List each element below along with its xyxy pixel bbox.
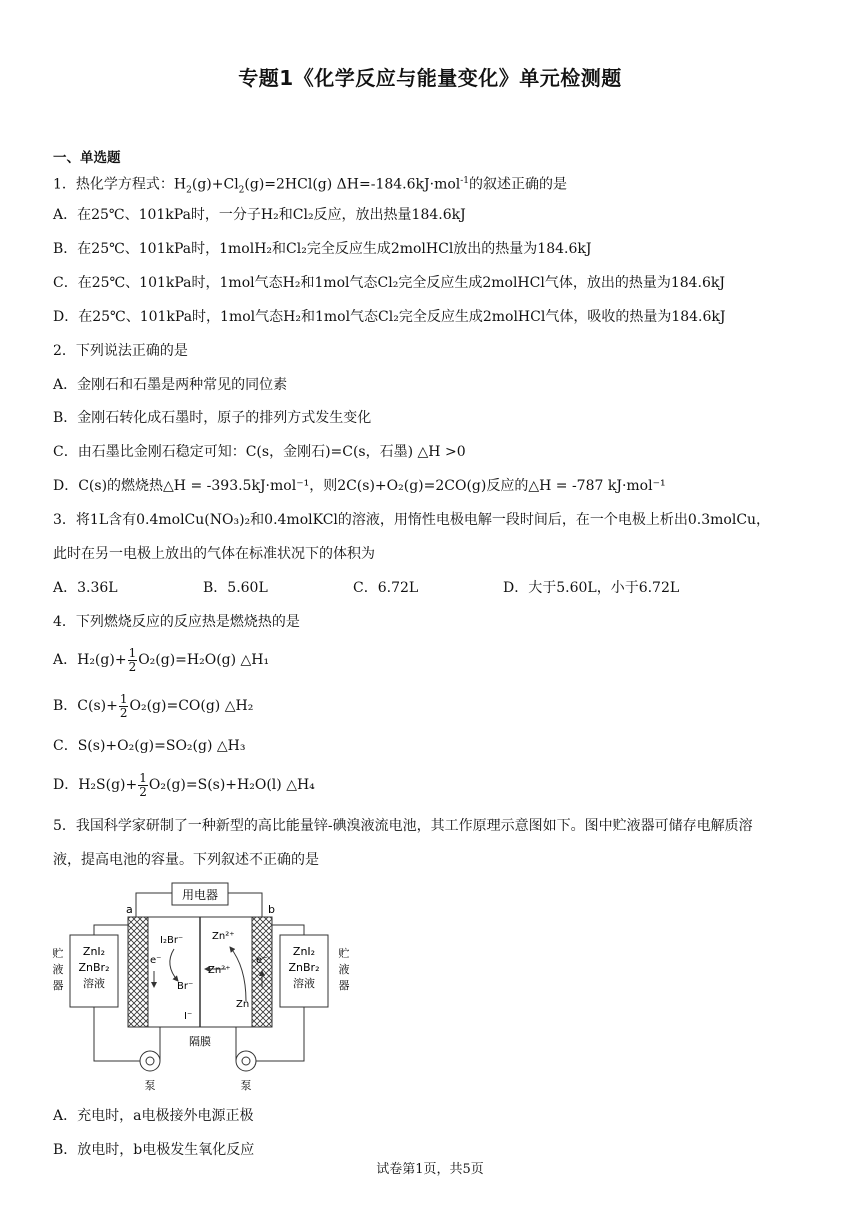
species-i: I⁻ [184, 1011, 193, 1022]
question-1-stem: 1．热化学方程式：$H_2(g)+Cl_2(g)=2HCl(g)$ ΔH=-184.6kJ·mol$^{-1}$的叙述正确的是 [53, 176, 568, 196]
q1-option-b[interactable]: B．在25℃、101kPa时，1molH₂和Cl₂完全反应生成2molHCl放出的热量为184.6kJ [53, 241, 592, 257]
left-tank-line3: 溶液 [83, 977, 105, 990]
left-storage-label-2: 液 [52, 963, 64, 976]
fraction-half: $\frac{1}{2}$ [139, 770, 147, 799]
right-storage-label-1: 贮 [338, 947, 350, 960]
right-storage-label-3: 器 [338, 979, 350, 992]
page-footer: 试卷第1页，共5页 [376, 1162, 484, 1177]
species-zn: Zn [236, 999, 250, 1010]
question-5-stem-line2: 液，提高电池的容量。下列叙述不正确的是 [53, 852, 319, 868]
right-tank-line1: ZnI₂ [292, 945, 316, 958]
right-storage-label-2: 液 [338, 963, 350, 976]
fraction-half: $\frac{1}{2}$ [128, 645, 137, 674]
q5-option-b[interactable]: B．放电时，b电极发生氧化反应 [53, 1142, 255, 1158]
q2-option-b[interactable]: B．金刚石转化成石墨时，原子的排列方式发生变化 [53, 410, 372, 426]
right-tank-line2: ZnBr₂ [288, 961, 320, 974]
q3-options [53, 579, 813, 597]
right-tank-line3: 溶液 [293, 977, 315, 990]
section-heading: 一、单选题 [53, 150, 121, 166]
q1-option-d[interactable]: D．在25℃、101kPa时，1mol气态H₂和1mol气态Cl₂完全反应生成2molHCl气体，吸收的热量为184.6kJ [53, 309, 726, 325]
question-5-stem-line1: 5．我国科学家研制了一种新型的高比能量锌-碘溴液流电池，其工作原理示意图如下。图中贮液器可储存电解质溶 [53, 818, 753, 834]
species-br: Br⁻ [177, 981, 194, 992]
q4-option-b[interactable]: B．C(s)+ $\frac{1}{2}$ O₂(g)=CO(g) △H₂ [53, 691, 254, 720]
left-tank-line1: ZnI₂ [82, 945, 106, 958]
left-storage-label-1: 贮 [52, 947, 64, 960]
left-tank-line2: ZnBr₂ [78, 961, 110, 974]
flow-battery-diagram [50, 877, 360, 1097]
page-title: 专题1《化学反应与能量变化》单元检测题 [238, 66, 622, 90]
q5-option-a[interactable]: A．充电时，a电极接外电源正极 [53, 1108, 254, 1124]
membrane-label: 隔膜 [189, 1035, 211, 1048]
question-4-stem: 4．下列燃烧反应的反应热是燃烧热的是 [53, 614, 300, 630]
q1-option-a[interactable]: A．在25℃、101kPa时，一分子H₂和Cl₂反应，放出热量184.6kJ [53, 207, 466, 223]
electron-left: e⁻ [150, 955, 162, 966]
q3-option-b[interactable]: B．5.60L [203, 580, 268, 596]
q3-option-c[interactable]: C．6.72L [353, 580, 419, 596]
electrode-b-label: b [268, 903, 275, 916]
pump-right-label: 泵 [240, 1079, 252, 1092]
question-3-stem-line1: 3．将1L含有0.4molCu(NO₃)₂和0.4molKCl的溶液，用惰性电极电解一段时间后，在一个电极上析出0.3molCu， [53, 512, 771, 528]
q2-option-a[interactable]: A．金刚石和石墨是两种常见的同位素 [53, 377, 288, 393]
q4-option-d[interactable]: D．H₂S(g)+ $\frac{1}{2}$ O₂(g)=S(s)+H₂O(l) △H₄ [53, 770, 315, 799]
q4-option-a[interactable]: A．H₂(g)+ $\frac{1}{2}$ O₂(g)=H₂O(g) △H₁ [53, 645, 270, 674]
q2-option-c[interactable]: C．由石墨比金刚石稳定可知：C(s，金刚石)=C(s，石墨) △H >0 [53, 444, 466, 460]
left-storage-label-3: 器 [52, 979, 64, 992]
electrode-a-label: a [126, 903, 133, 916]
electron-right: e⁻ [256, 955, 268, 966]
device-label: 用电器 [181, 888, 219, 902]
question-2-stem: 2．下列说法正确的是 [53, 343, 188, 359]
pump-left-label: 泵 [144, 1079, 156, 1092]
q4-option-c[interactable]: C．S(s)+O₂(g)=SO₂(g) △H₃ [53, 738, 246, 754]
q3-option-a[interactable]: A．3.36L [53, 580, 118, 596]
q1-option-c[interactable]: C．在25℃、101kPa时，1mol气态H₂和1mol气态Cl₂完全反应生成2molHCl气体，放出的热量为184.6kJ [53, 275, 725, 291]
q3-option-d[interactable]: D．大于5.60L，小于6.72L [503, 580, 680, 596]
electrode-a [128, 917, 148, 1027]
species-zn2-top: Zn²⁺ [212, 931, 235, 942]
q2-option-d[interactable]: D．C(s)的燃烧热△H = -393.5kJ·mol⁻¹，则2C(s)+O₂(g)=2CO(g)反应的△H = -787 kJ·mol⁻¹ [53, 478, 666, 494]
species-zn2-mid: Zn²⁺ [208, 965, 231, 976]
fraction-half: $\frac{1}{2}$ [119, 691, 128, 720]
question-3-stem-line2: 此时在另一电极上放出的气体在标准状况下的体积为 [53, 546, 375, 562]
species-i2br: I₂Br⁻ [160, 935, 184, 946]
